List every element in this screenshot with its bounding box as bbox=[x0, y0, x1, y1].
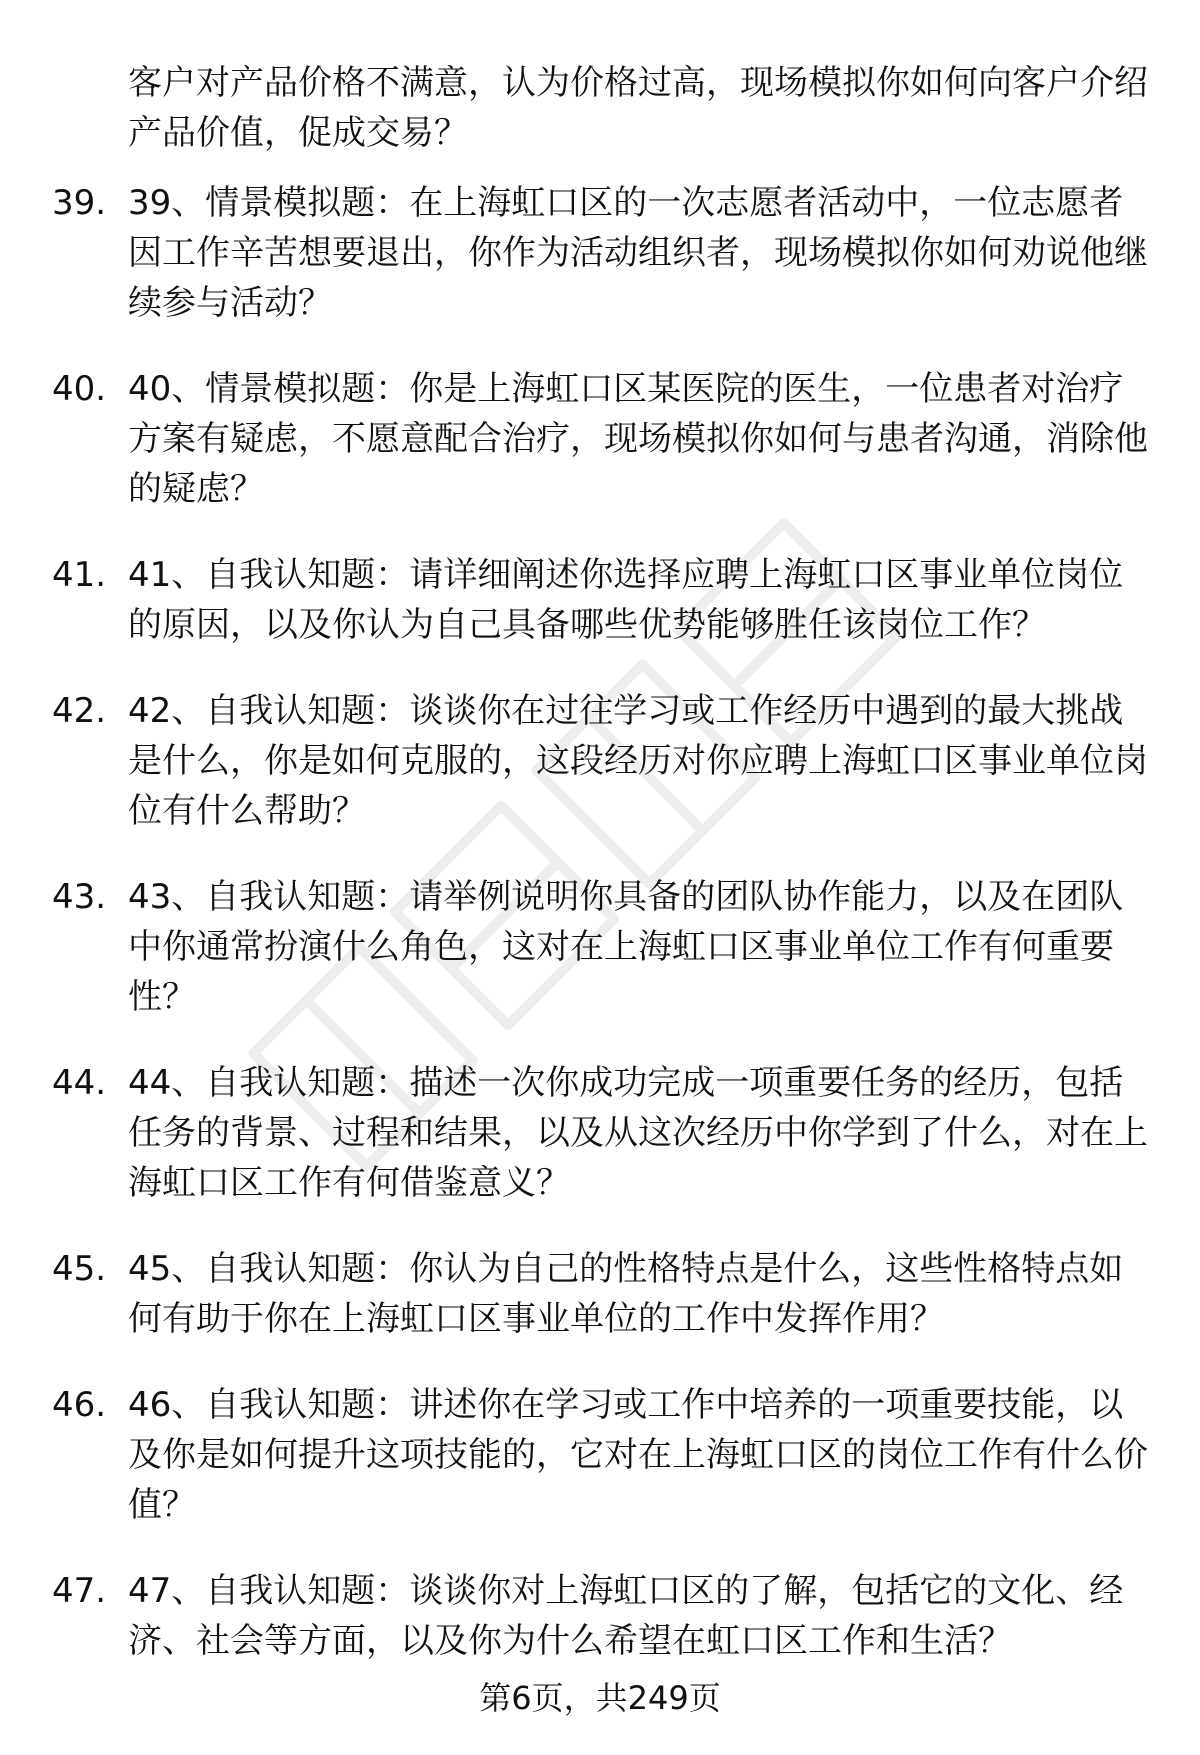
question-number: 42. bbox=[52, 691, 107, 731]
question-text: 42、自我认知题：谈谈你在过往学习或工作经历中遇到的最大挑战是什么，你是如何克服的，这段经历对你应聘上海虹口区事业单位岗位有什么帮助？ bbox=[128, 691, 1148, 831]
question-number: 43. bbox=[52, 877, 107, 917]
list-item bbox=[0, 364, 1200, 514]
question-number: 39. bbox=[52, 183, 107, 223]
question-text: 39、情景模拟题：在上海虹口区的一次志愿者活动中，一位志愿者因工作辛苦想要退出，你作为活动组织者，现场模拟你如何劝说他继续参与活动？ bbox=[128, 183, 1148, 323]
question-text: 46、自我认知题：讲述你在学习或工作中培养的一项重要技能，以及你是如何提升这项技能的，它对在上海虹口区的岗位工作有什么价值？ bbox=[128, 1385, 1148, 1525]
continuation-paragraph: 客户对产品价格不满意，认为价格过高，现场模拟你如何向客户介绍产品价值，促成交易？ bbox=[128, 63, 1148, 153]
list-item bbox=[0, 1566, 1200, 1666]
list-item bbox=[0, 178, 1200, 328]
question-text: 40、情景模拟题：你是上海虹口区某医院的医生，一位患者对治疗方案有疑虑，不愿意配合治疗，现场模拟你如何与患者沟通，消除他的疑虑？ bbox=[128, 369, 1148, 509]
question-number: 47. bbox=[52, 1571, 107, 1611]
list-item bbox=[0, 550, 1200, 650]
question-number: 44. bbox=[52, 1063, 107, 1103]
question-number: 41. bbox=[52, 555, 107, 595]
question-text: 44、自我认知题：描述一次你成功完成一项重要任务的经历，包括任务的背景、过程和结果，以及从这次经历中你学到了什么，对在上海虹口区工作有何借鉴意义？ bbox=[128, 1063, 1148, 1203]
question-number: 46. bbox=[52, 1385, 107, 1425]
question-text: 47、自我认知题：谈谈你对上海虹口区的了解，包括它的文化、经济、社会等方面，以及你为什么希望在虹口区工作和生活？ bbox=[128, 1571, 1124, 1661]
question-list bbox=[0, 178, 1200, 1702]
question-text: 45、自我认知题：你认为自己的性格特点是什么，这些性格特点如何有助于你在上海虹口区事业单位的工作中发挥作用？ bbox=[128, 1249, 1124, 1339]
list-item bbox=[0, 1244, 1200, 1344]
question-number: 45. bbox=[52, 1249, 107, 1289]
list-item bbox=[0, 1058, 1200, 1208]
page-footer: 第6页，共249页 bbox=[479, 1679, 721, 1717]
list-item bbox=[0, 1380, 1200, 1530]
list-item bbox=[0, 686, 1200, 836]
list-item bbox=[0, 872, 1200, 1022]
question-number: 40. bbox=[52, 369, 107, 409]
question-text: 41、自我认知题：请详细阐述你选择应聘上海虹口区事业单位岗位的原因，以及你认为自己具备哪些优势能够胜任该岗位工作？ bbox=[128, 555, 1124, 645]
question-text: 43、自我认知题：请举例说明你具备的团队协作能力，以及在团队中你通常扮演什么角色，这对在上海虹口区事业单位工作有何重要性？ bbox=[128, 877, 1124, 1017]
